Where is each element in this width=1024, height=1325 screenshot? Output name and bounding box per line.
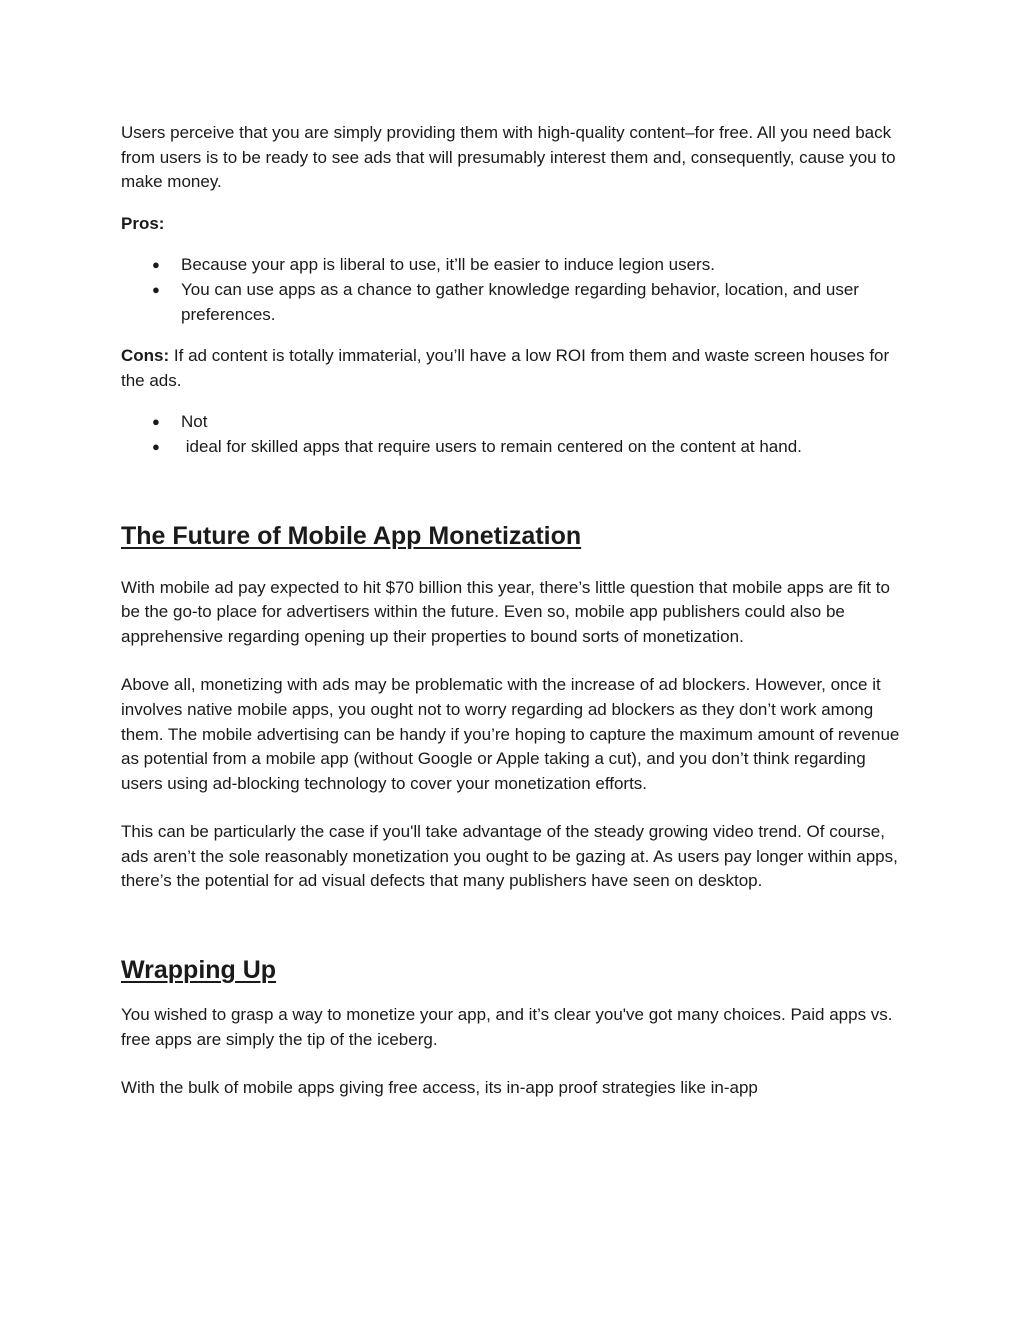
section-heading-future: The Future of Mobile App Monetization xyxy=(121,521,582,550)
pros-list xyxy=(121,253,911,327)
cons-paragraph xyxy=(121,344,911,393)
list-item-text: You can use apps as a chance to gather knowledge regarding behavior, location, and user preferences. xyxy=(181,279,859,324)
cons-list xyxy=(121,410,911,459)
bullet-icon: ● xyxy=(152,438,160,454)
future-paragraph-2: Above all, monetizing with ads may be problematic with the increase of ad blockers. However, once it involves native mobile apps, you ought not to worry regarding ad blockers as they don’t work among them. The mobile advertising can be handy if you’re hoping to capture the maximum amount of revenue as potential from a mobile app (without Google or Apple taking a cut), and you don’t think regarding users using ad-blocking technology to cover your monetization efforts. xyxy=(121,675,900,793)
list-item-text: ideal for skilled apps that require users to remain centered on the content at hand. xyxy=(181,436,802,456)
list-item-text: Because your app is liberal to use, it’ll be easier to induce legion users. xyxy=(181,255,715,275)
wrapping-paragraph-2: With the bulk of mobile apps giving free access, its in-app proof strategies like in-app xyxy=(121,1078,758,1098)
intro-paragraph: Users perceive that you are simply providing them with high-quality content–for free. All you need back from users is to be ready to see ads that will presumably interest them and, consequently, cause you to make money. xyxy=(121,123,896,192)
section-heading-wrapping: Wrapping Up xyxy=(121,956,277,985)
bullet-icon: ● xyxy=(152,281,160,297)
list-item xyxy=(121,278,911,327)
list-item-text: Not xyxy=(181,412,208,432)
bullet-icon: ● xyxy=(152,257,160,273)
wrapping-paragraph-1: You wished to grasp a way to monetize your app, and it’s clear you've got many choices. Paid apps vs. free apps are simply the tip of the iceberg. xyxy=(121,1005,893,1049)
cons-text: If ad content is totally immaterial, you’ll have a low ROI from them and waste screen houses for the ads. xyxy=(121,346,890,390)
future-paragraph-1: With mobile ad pay expected to hit $70 billion this year, there’s little question that mobile apps are fit to be the go-to place for advertisers within the future. Even so, mobile app publishers could also be apprehensive regarding opening up their properties to bound sorts of monetization. xyxy=(121,577,890,646)
document-page xyxy=(121,121,911,1101)
list-item xyxy=(121,435,911,460)
cons-label: Cons: xyxy=(121,346,170,366)
pros-label: Pros: xyxy=(121,213,165,233)
bullet-icon: ● xyxy=(152,414,160,430)
list-item xyxy=(121,253,911,278)
future-paragraph-3: This can be particularly the case if you'll take advantage of the steady growing video trend. Of course, ads aren’t the sole reasonably monetization you ought to be gazing at. As users pay longer within apps, there’s the potential for ad visual defects that many publishers have seen on desktop. xyxy=(121,822,898,891)
list-item xyxy=(121,410,911,435)
